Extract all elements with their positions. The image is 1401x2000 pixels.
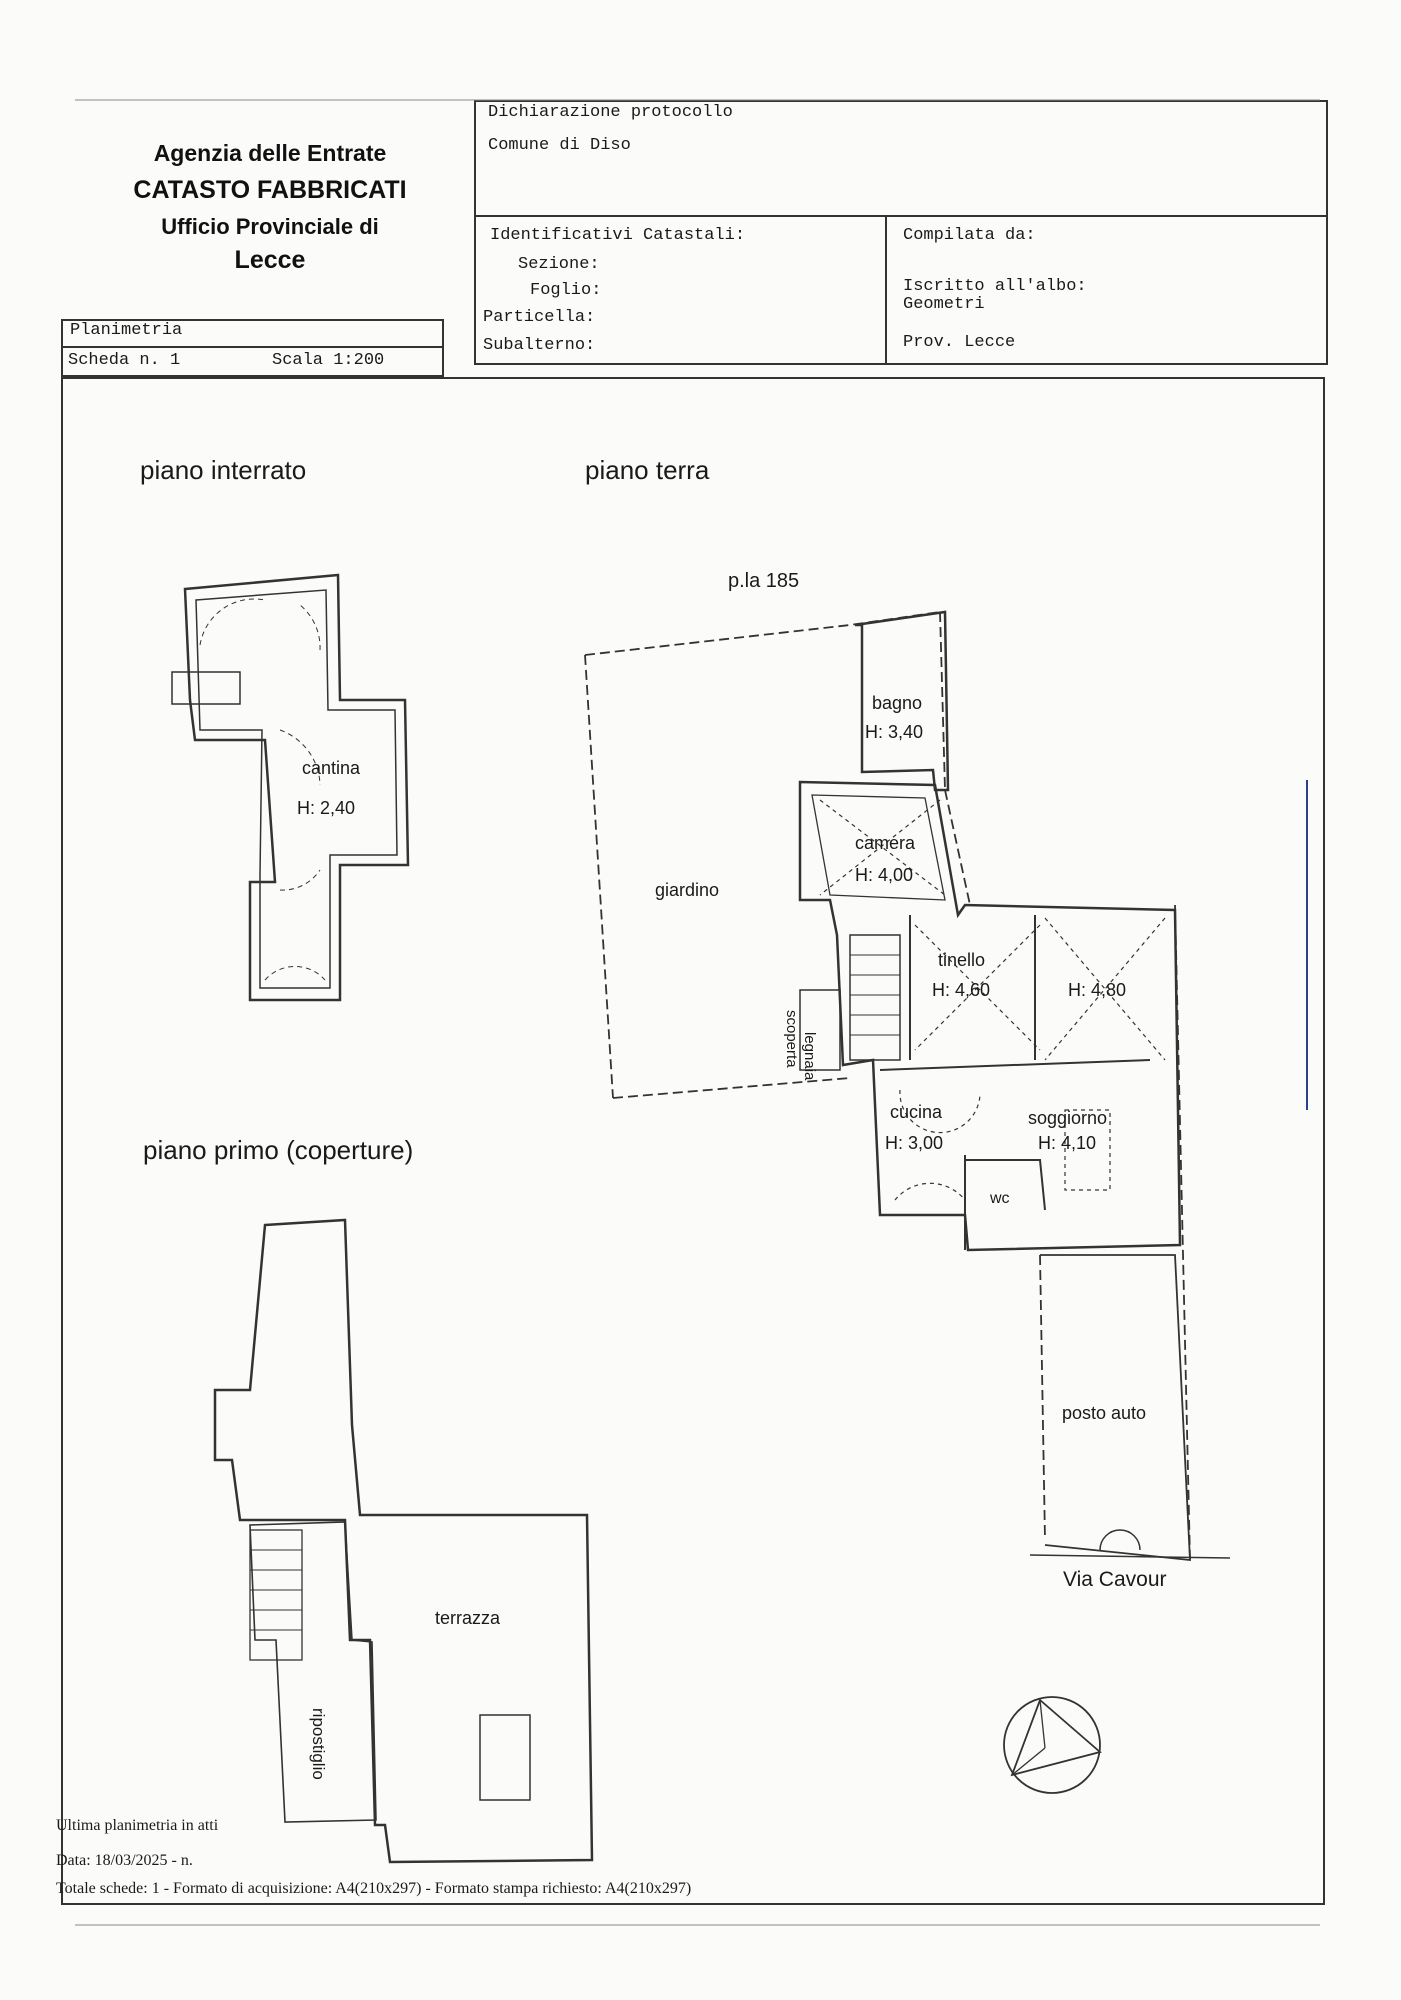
agency-title: Agenzia delle Entrate	[153, 140, 387, 166]
room-scoperta: scoperta	[783, 1010, 800, 1068]
registry-title: CATASTO FABBRICATI	[133, 176, 407, 204]
room-giardino: giardino	[655, 880, 720, 900]
footer-date: Data: 18/03/2025 - n.	[56, 1852, 193, 1869]
room-cantina: cantina	[302, 758, 361, 778]
city-title: Lecce	[234, 246, 306, 274]
room-bagno: bagno	[872, 693, 923, 713]
room-camera-height: H: 4,00	[855, 865, 914, 885]
room-tinello: tinello	[938, 950, 986, 970]
profession-label: Geometri	[903, 295, 985, 314]
planimetria-label: Planimetria	[70, 321, 183, 340]
foglio-label: Foglio:	[530, 281, 602, 300]
office-title: Ufficio Provinciale di	[161, 214, 379, 239]
level-title-terra: piano terra	[585, 455, 710, 485]
particella-label: Particella:	[483, 308, 596, 327]
room-bagno-height: H: 3,40	[865, 722, 924, 742]
footer-last-plan: Ultima planimetria in atti	[56, 1817, 219, 1834]
scala-label: Scala 1:200	[272, 351, 385, 370]
room-soggiorno: soggiorno	[1028, 1108, 1108, 1128]
room-second-height: H: 4,80	[1068, 980, 1127, 1000]
compiled-by-label: Compilata da:	[903, 226, 1036, 245]
subalterno-label: Subalterno:	[483, 336, 596, 355]
room-wc: wc	[990, 1190, 1010, 1207]
room-cucina-height: H: 3,00	[885, 1133, 944, 1153]
room-soggiorno-height: H: 4,10	[1038, 1133, 1097, 1153]
room-legnaia: legnaia	[801, 1032, 818, 1081]
scheda-label: Scheda n. 1	[68, 351, 181, 370]
street-name: Via Cavour	[1063, 1568, 1167, 1591]
plot-number: p.la 185	[728, 570, 800, 592]
room-camera: camera	[855, 833, 916, 853]
identifiers-title: Identificativi Catastali:	[490, 226, 746, 245]
municipality-label: Comune di Diso	[488, 136, 631, 155]
room-ripostiglio: ripostiglio	[309, 1708, 328, 1780]
level-title-primo: piano primo (coperture)	[143, 1135, 414, 1165]
room-posto-auto: posto auto	[1062, 1403, 1147, 1423]
room-cucina: cucina	[890, 1102, 943, 1122]
sezione-label: Sezione:	[518, 255, 600, 274]
footer-format: Totale schede: 1 - Formato di acquisizione: A4(210x297) - Formato stampa richiesto: A4(210x297)	[56, 1880, 692, 1897]
room-tinello-height: H: 4,60	[932, 980, 991, 1000]
declaration-label: Dichiarazione protocollo	[488, 103, 733, 122]
level-title-interrato: piano interrato	[140, 455, 307, 485]
province-label: Prov. Lecce	[903, 333, 1016, 352]
registered-label: Iscritto all'albo:	[903, 277, 1087, 296]
room-cantina-height: H: 2,40	[297, 798, 356, 818]
room-terrazza: terrazza	[435, 1608, 501, 1628]
